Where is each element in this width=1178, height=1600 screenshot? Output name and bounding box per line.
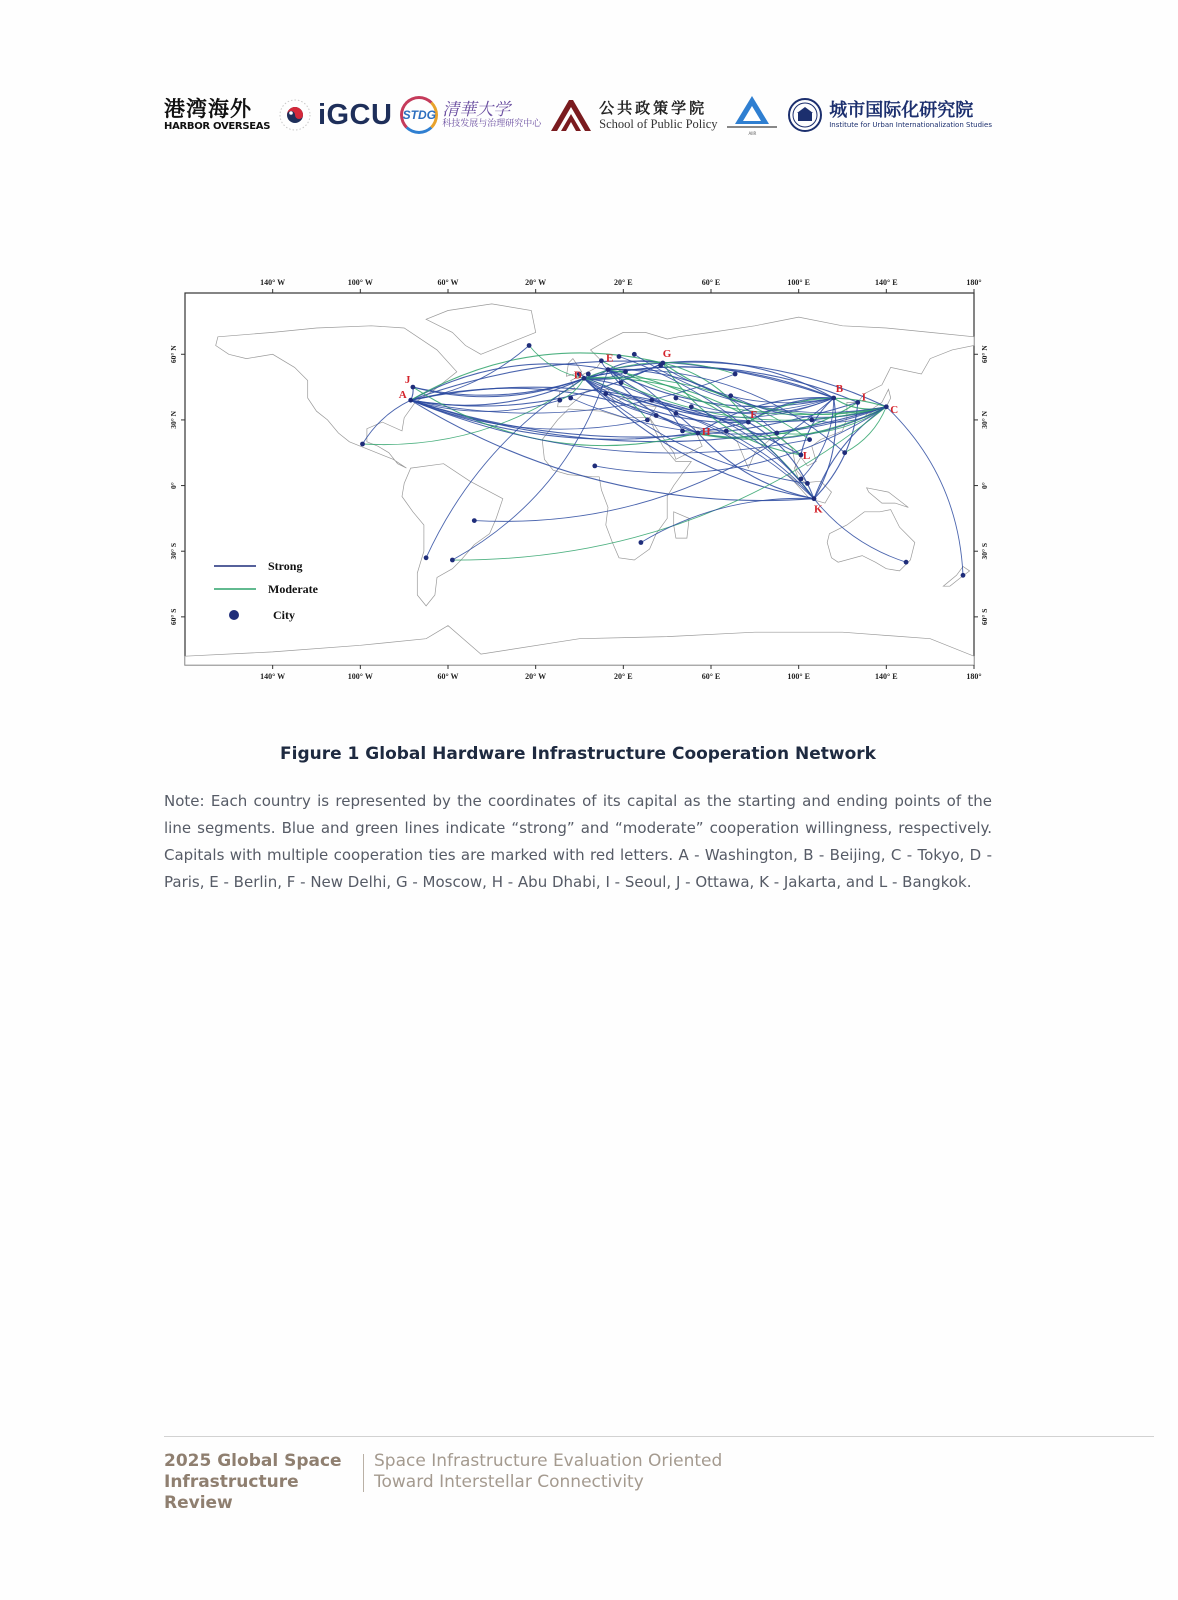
footer-divider	[164, 1436, 1154, 1437]
city-dot	[619, 380, 624, 385]
spp-emblem-icon	[549, 98, 593, 132]
lat-tick-label-right: 30° S	[980, 542, 989, 560]
city-dot	[674, 411, 679, 416]
city-dot	[654, 413, 659, 418]
city-dot	[472, 518, 477, 523]
lon-tick-label-bottom: 20° E	[614, 672, 633, 681]
city-dot	[592, 464, 597, 469]
lat-tick-label-left: 0°	[169, 482, 178, 489]
city-dot	[689, 404, 694, 409]
harbor-overseas-logo	[164, 97, 270, 133]
lon-tick-label-bottom: 60° E	[701, 672, 721, 681]
cooperation-network-map	[160, 268, 1000, 698]
city-dot	[639, 540, 644, 545]
iuis-logo-en: Institute for Urban Internationalization Studies	[829, 120, 992, 129]
lon-tick-label-bottom: 140° E	[875, 672, 898, 681]
lon-tick-label-bottom: 180°	[966, 672, 982, 681]
city-dot	[586, 372, 591, 377]
lon-tick-label-top: 20° W	[525, 278, 547, 287]
city-dot	[799, 477, 804, 482]
city-dot	[568, 396, 573, 401]
city-dot	[603, 391, 608, 396]
city-dot	[623, 369, 628, 374]
legend-swatch-city	[229, 610, 239, 620]
lon-tick-label-top: 180°	[966, 278, 982, 287]
capital-label-A: A	[398, 389, 407, 402]
city-dot	[649, 398, 654, 403]
lon-tick-label-top: 100° E	[787, 278, 810, 287]
city-dot	[411, 385, 416, 390]
iuis-logo	[787, 97, 992, 133]
stdg-logo-cn2: 科技发展与治理研究中心	[442, 118, 542, 129]
partner-logos	[164, 92, 992, 138]
igcu-emblem-icon	[278, 98, 312, 132]
spp-logo-cn: 公共政策学院	[599, 99, 708, 117]
legend-label-strong: Strong	[268, 559, 303, 573]
school-of-public-policy-logo	[549, 98, 717, 132]
lon-tick-label-bottom: 20° W	[525, 672, 547, 681]
lat-tick-label-left: 60° S	[169, 608, 178, 626]
lat-tick-label-left: 60° N	[169, 345, 178, 364]
city-dot	[674, 396, 679, 401]
lon-tick-label-bottom: 100° E	[787, 672, 810, 681]
lat-tick-label-right: 60° S	[980, 608, 989, 626]
city-dot	[450, 558, 455, 563]
footer-report-subtitle: Space Infrastructure Evaluation Oriented Toward Interstellar Connectivity	[374, 1451, 723, 1492]
city-dot	[807, 437, 812, 442]
city-dot	[582, 376, 587, 381]
figure-note: Note: Each country is represented by the coordinates of its capital as the starting and ending points of the line segments. Blue and green lines indicate “strong” and “moderate” cooperation willingness, respectively. Capitals with multiple cooperation ties are marked with red letters. A - Washington, B - Beijing, C - Tokyo, D - Paris, E - Berlin, F - New Delhi, G - Moscow, H - Abu Dhabi, I - Seoul, J - Ottawa, K - Jakarta, and L - Bangkok.	[164, 792, 992, 891]
capital-label-F: F	[750, 409, 758, 422]
city-dot	[733, 372, 738, 377]
city-dot	[632, 352, 637, 357]
capital-label-C: C	[890, 403, 899, 416]
stdg-emblem-icon	[400, 96, 438, 134]
city-dot	[360, 442, 365, 447]
capital-label-G: G	[662, 348, 672, 360]
capital-label-K: K	[814, 503, 823, 516]
stdg-logo	[400, 96, 541, 134]
city-dot	[831, 396, 836, 401]
capital-label-J: J	[404, 374, 411, 387]
lon-tick-label-top: 140° E	[875, 278, 898, 287]
city-dot	[617, 354, 622, 359]
harbor-logo-cn: 港湾海外	[164, 97, 252, 121]
city-dot	[884, 404, 889, 409]
aii-emblem-icon	[725, 94, 779, 130]
city-dot	[904, 560, 909, 565]
city-dot	[696, 431, 701, 436]
aii-logo	[725, 94, 779, 136]
city-dot	[527, 343, 532, 348]
city-dot	[680, 429, 685, 434]
stdg-logo-cn1: 清華大学	[442, 99, 511, 120]
lat-tick-label-right: 0°	[980, 482, 989, 489]
city-dot	[842, 450, 847, 455]
legend-label-city: City	[273, 608, 295, 622]
lon-tick-label-top: 100° W	[347, 278, 373, 287]
iuis-emblem-icon	[787, 97, 823, 133]
figure-caption: Figure 1 Global Hardware Infrastructure Cooperation Network	[280, 744, 876, 764]
capital-label-L: L	[802, 449, 811, 462]
iuis-logo-cn: 城市国际化研究院	[829, 99, 974, 121]
network-map-svg	[160, 268, 1000, 698]
city-dot	[408, 398, 413, 403]
city-dot	[660, 361, 665, 366]
city-dot	[812, 496, 817, 501]
igcu-logo	[278, 98, 393, 132]
aii-mark-text: AIIR	[748, 131, 757, 136]
legend-label-moderate: Moderate	[268, 582, 318, 596]
capital-label-H: H	[701, 426, 711, 438]
lon-tick-label-top: 60° E	[701, 278, 721, 287]
city-dot	[961, 573, 966, 578]
spp-logo-en: School of Public Policy	[599, 117, 718, 131]
capital-label-E: E	[606, 352, 614, 365]
city-dot	[805, 481, 810, 486]
lon-tick-label-bottom: 100° W	[347, 672, 373, 681]
igcu-logo-text: iGCU	[317, 98, 393, 131]
city-dot	[855, 400, 860, 405]
city-dot	[724, 429, 729, 434]
lon-tick-label-top: 140° W	[260, 278, 286, 287]
city-dot	[728, 393, 733, 398]
capital-label-I: I	[861, 391, 867, 404]
lat-tick-label-right: 60° N	[980, 345, 989, 364]
harbor-logo-en: HARBOR OVERSEAS	[164, 121, 271, 132]
lat-tick-label-left: 30° N	[169, 411, 178, 429]
footer-separator	[363, 1454, 364, 1492]
lon-tick-label-bottom: 60° W	[437, 672, 459, 681]
city-dot	[424, 555, 429, 560]
stdg-mark-text: STDG	[402, 108, 436, 122]
lon-tick-label-top: 20° E	[614, 278, 633, 287]
city-dot	[606, 367, 611, 372]
city-dot	[645, 418, 650, 423]
city-dot	[774, 431, 779, 436]
city-dot	[809, 418, 814, 423]
lat-tick-label-left: 30° S	[169, 542, 178, 560]
city-dot	[557, 398, 562, 403]
city-dot	[599, 358, 604, 363]
capital-label-D: D	[573, 369, 582, 382]
lat-tick-label-right: 30° N	[980, 411, 989, 429]
lon-tick-label-bottom: 140° W	[260, 672, 286, 681]
capital-label-B: B	[835, 383, 844, 395]
footer-report-title: 2025 Global Space Infrastructure Review	[164, 1451, 342, 1513]
lon-tick-label-top: 60° W	[437, 278, 459, 287]
